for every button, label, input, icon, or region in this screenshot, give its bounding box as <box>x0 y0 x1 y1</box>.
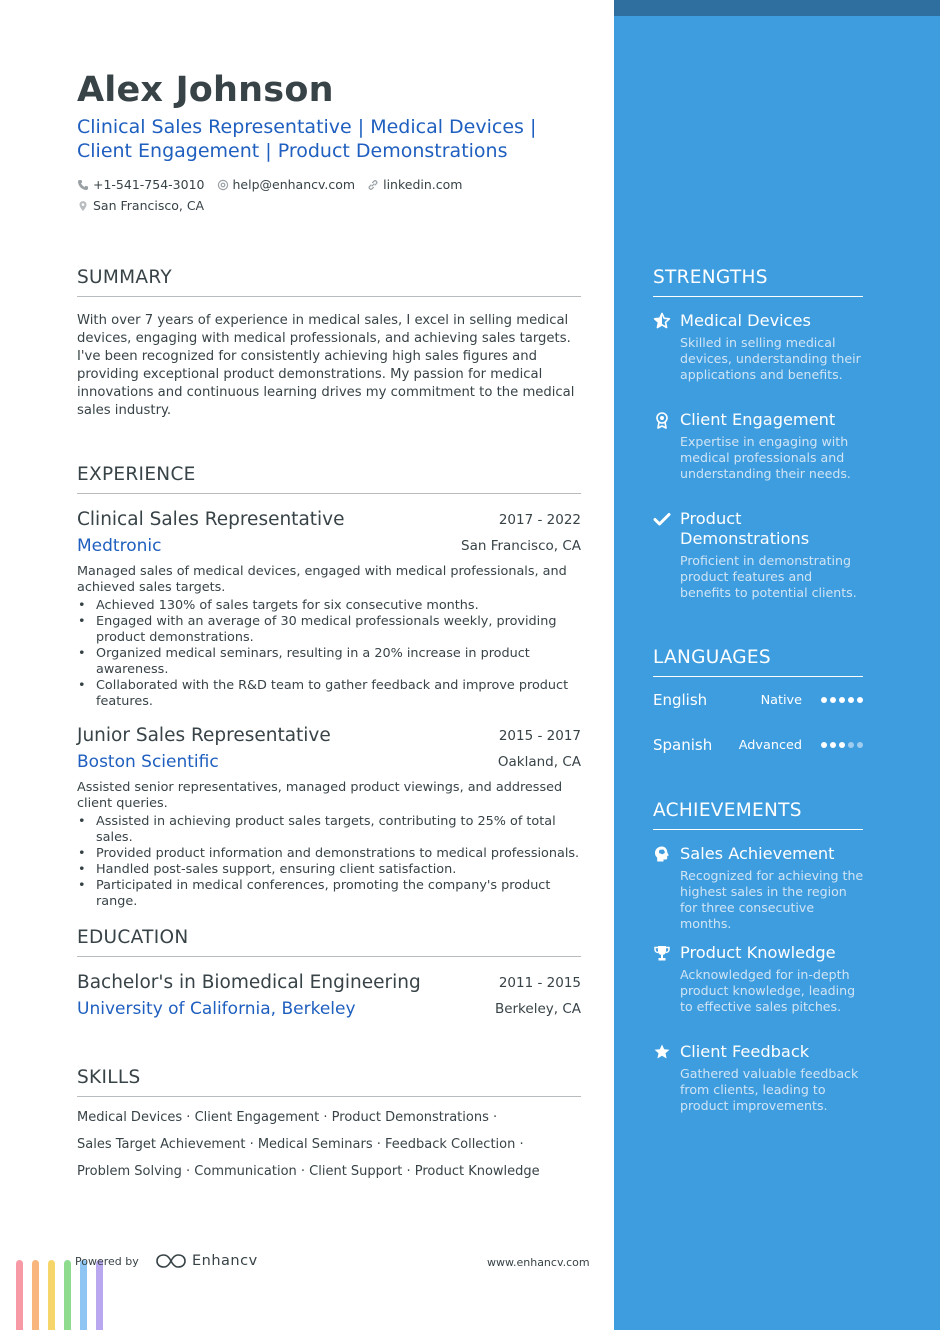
rating-dot-filled <box>821 742 827 748</box>
strength-description: Skilled in selling medical devices, understanding their applications and benefits. <box>680 335 861 382</box>
job-location: San Francisco, CA <box>461 538 581 554</box>
job-bullets <box>77 814 581 910</box>
rating-dot-filled <box>830 742 836 748</box>
summary-text: With over 7 years of experience in medical sales, I excel in selling medical devices, engaging with medical professionals, and achieving sales targets. I've been recognized for consistently achieving high sales figures and providing exceptional product demonstrations. My passion for medical innovations and continuous learning drives my commitment to the medical sales industry. <box>77 313 575 418</box>
stripe <box>96 1260 103 1330</box>
strength-title: Medical Devices <box>680 311 811 330</box>
headline-line-2: Client Engagement | Product Demonstrations <box>77 140 508 162</box>
rating-dot-empty <box>848 742 854 748</box>
stripe <box>32 1260 39 1330</box>
education-entry <box>77 972 581 1019</box>
strength-title: Product Demonstrations <box>680 509 810 548</box>
enhancv-logo[interactable] <box>155 1252 258 1270</box>
rating-dot-empty <box>857 742 863 748</box>
skills-line: Medical Devices · Client Engagement · Product Demonstrations · <box>77 1110 498 1125</box>
bullet-item: • Organized medical seminars, resulting in a 20% increase in product awareness. <box>77 646 581 678</box>
job-dates: 2015 - 2017 <box>498 728 581 744</box>
language-rating <box>818 697 863 703</box>
footer-url[interactable]: www.enhancv.com <box>487 1256 590 1269</box>
bullet-item: • Provided product information and demonstrations to medical professionals. <box>77 846 581 862</box>
strength-item <box>653 410 865 482</box>
contact-info <box>77 176 577 218</box>
job-entry <box>77 509 581 710</box>
job-title: Junior Sales Representative <box>77 725 331 746</box>
phone-icon <box>77 179 89 191</box>
bullet-item: • Assisted in achieving product sales targets, contributing to 25% of total sales. <box>77 814 581 846</box>
sidebar-top-bar <box>614 0 940 16</box>
job-description: Managed sales of medical devices, engaged with medical professionals, and achieved sales targets. <box>77 564 567 595</box>
phone[interactable] <box>77 177 205 192</box>
experience-title: EXPERIENCE <box>77 464 581 494</box>
job-location: Oakland, CA <box>497 754 581 770</box>
language-rating <box>818 742 863 748</box>
job-bullets <box>77 598 581 710</box>
bullet-item: • Achieved 130% of sales targets for six consecutive months. <box>77 598 581 614</box>
stripe <box>64 1260 71 1330</box>
stripe <box>80 1260 87 1330</box>
job-dates: 2017 - 2022 <box>498 512 581 528</box>
achievement-item <box>653 844 865 932</box>
languages-title: LANGUAGES <box>653 647 863 677</box>
stripe <box>48 1260 55 1330</box>
phone-text: +1-541-754-3010 <box>93 177 205 192</box>
achievement-title: Product Knowledge <box>680 943 836 962</box>
education-location: Berkeley, CA <box>494 1001 581 1017</box>
achievement-description: Recognized for achieving the highest sales in the region for three consecutive months. <box>680 868 864 931</box>
skills-title: SKILLS <box>77 1067 581 1097</box>
rating-dot-filled <box>830 697 836 703</box>
achievement-item <box>653 1042 865 1114</box>
achievement-description: Gathered valuable feedback from clients, leading to product improvements. <box>680 1066 859 1113</box>
strength-item <box>653 311 865 383</box>
language-row <box>653 691 863 709</box>
strength-description: Expertise in engaging with medical professionals and understanding their needs. <box>680 434 851 481</box>
achievement-item <box>653 943 865 1015</box>
achievement-description: Acknowledged for in-depth product knowledge, leading to effective sales pitches. <box>680 967 856 1014</box>
at-icon <box>217 179 229 191</box>
email[interactable] <box>217 177 356 192</box>
rating-dot-filled <box>839 742 845 748</box>
rating-dot-filled <box>848 697 854 703</box>
brain-head-icon <box>653 845 671 863</box>
language-name: Spanish <box>653 736 713 754</box>
skills-list <box>77 1110 581 1191</box>
bullet-item: • Engaged with an average of 30 medical professionals weekly, providing product demonstrations. <box>77 614 581 646</box>
candidate-name: Alex Johnson <box>77 70 334 110</box>
language-name: English <box>653 691 708 709</box>
achievements-title: ACHIEVEMENTS <box>653 800 863 830</box>
achievement-title: Sales Achievement <box>680 844 835 863</box>
language-level: Native <box>760 692 802 708</box>
language-level: Advanced <box>738 737 802 753</box>
bullet-item: • Collaborated with the R&D team to gather feedback and improve product features. <box>77 678 581 710</box>
trophy-icon <box>653 944 671 962</box>
email-text: help@enhancv.com <box>232 177 356 192</box>
rating-dot-filled <box>857 697 863 703</box>
brand-stripes <box>16 1258 106 1330</box>
education-dates: 2011 - 2015 <box>498 975 581 991</box>
job-company: Medtronic <box>77 536 162 556</box>
location-pin-icon <box>77 200 89 212</box>
rating-dot-filled <box>839 697 845 703</box>
degree: Bachelor's in Biomedical Engineering <box>77 972 421 993</box>
linkedin[interactable] <box>367 177 462 192</box>
skills-line: Problem Solving · Communication · Client Support · Product Knowledge <box>77 1164 540 1179</box>
school: University of California, Berkeley <box>77 999 356 1019</box>
strength-item <box>653 509 865 601</box>
education-title: EDUCATION <box>77 927 581 957</box>
headline-line-1: Clinical Sales Representative | Medical Devices | <box>77 116 537 138</box>
achievement-title: Client Feedback <box>680 1042 810 1061</box>
summary-title: SUMMARY <box>77 267 581 297</box>
stripe <box>16 1260 23 1330</box>
bullet-item: • Handled post-sales support, ensuring client satisfaction. <box>77 862 581 878</box>
strength-description: Proficient in demonstrating product features and benefits to potential clients. <box>680 553 857 600</box>
award-icon <box>653 411 671 429</box>
job-description: Assisted senior representatives, managed product viewings, and addressed client queries. <box>77 780 563 811</box>
language-row <box>653 736 863 754</box>
star-half-icon <box>653 312 671 330</box>
skills-line: Sales Target Achievement · Medical Seminars · Feedback Collection · <box>77 1137 524 1152</box>
strengths-title: STRENGTHS <box>653 267 863 297</box>
headline <box>77 115 557 163</box>
strength-title: Client Engagement <box>680 410 836 429</box>
job-entry <box>77 725 581 910</box>
star-icon <box>653 1043 671 1061</box>
location <box>77 198 204 213</box>
check-icon <box>653 510 671 528</box>
job-title: Clinical Sales Representative <box>77 509 345 530</box>
enhancv-logo-icon <box>155 1252 187 1270</box>
link-icon <box>367 179 379 191</box>
bullet-item: • Participated in medical conferences, promoting the company's product range. <box>77 878 581 910</box>
linkedin-text: linkedin.com <box>383 177 463 192</box>
rating-dot-filled <box>821 697 827 703</box>
job-company: Boston Scientific <box>77 752 219 772</box>
powered-by: Powered by <box>75 1255 139 1268</box>
location-text: San Francisco, CA <box>93 198 205 213</box>
brand-name: Enhancv <box>192 1253 258 1269</box>
